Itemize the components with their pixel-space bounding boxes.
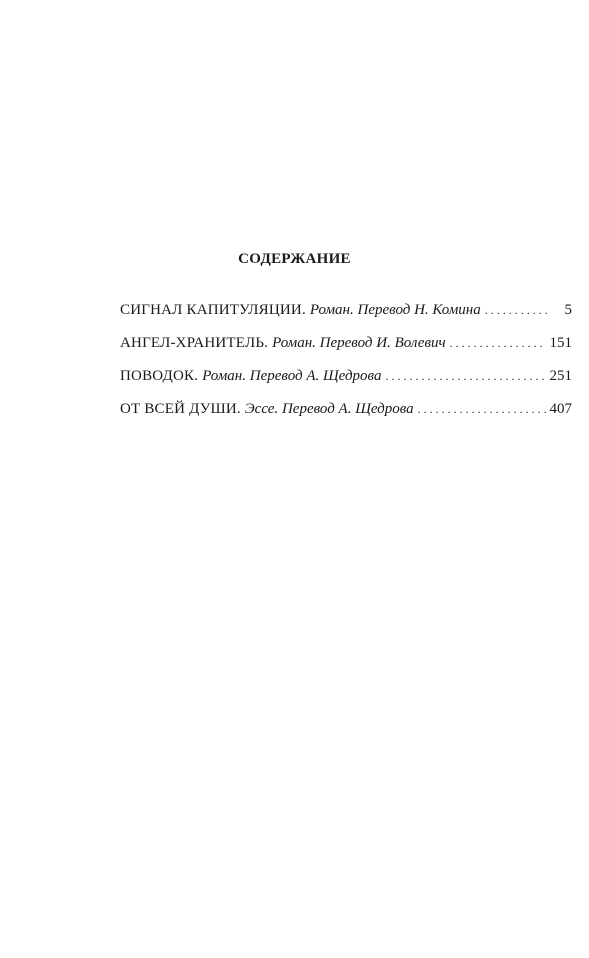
toc-entry-title: СИГНАЛ КАПИТУЛЯЦИИ. xyxy=(120,302,306,318)
toc-dot-leader xyxy=(418,402,546,417)
toc-entry xyxy=(120,335,572,368)
toc-entry xyxy=(120,401,572,434)
toc-page-number: 251 xyxy=(549,368,572,384)
toc-dot-leader xyxy=(385,369,545,384)
toc-entry-description: Эссе. Перевод А. Щедрова xyxy=(244,401,414,417)
toc-entry xyxy=(120,368,572,401)
toc-entry-description: Роман. Перевод И. Волевич xyxy=(272,335,446,351)
toc-entry-description: Роман. Перевод Н. Комина xyxy=(309,302,481,318)
toc-page-number: 151 xyxy=(549,335,572,351)
toc-dot-leader xyxy=(485,303,548,318)
toc-dot-leader xyxy=(450,336,546,351)
toc-page-number: 5 xyxy=(564,302,572,318)
toc-list xyxy=(120,302,572,434)
toc-heading: СОДЕРЖАНИЕ xyxy=(238,251,351,267)
toc-entry-title: АНГЕЛ-ХРАНИТЕЛЬ. xyxy=(120,335,269,351)
toc-page-number: 407 xyxy=(549,401,572,417)
toc-entry-title: ПОВОДОК. xyxy=(120,368,199,384)
toc-entry-description: Роман. Перевод А. Щедрова xyxy=(202,368,382,384)
toc-entry-title: ОТ ВСЕЙ ДУШИ. xyxy=(120,401,241,417)
toc-entry xyxy=(120,302,572,335)
